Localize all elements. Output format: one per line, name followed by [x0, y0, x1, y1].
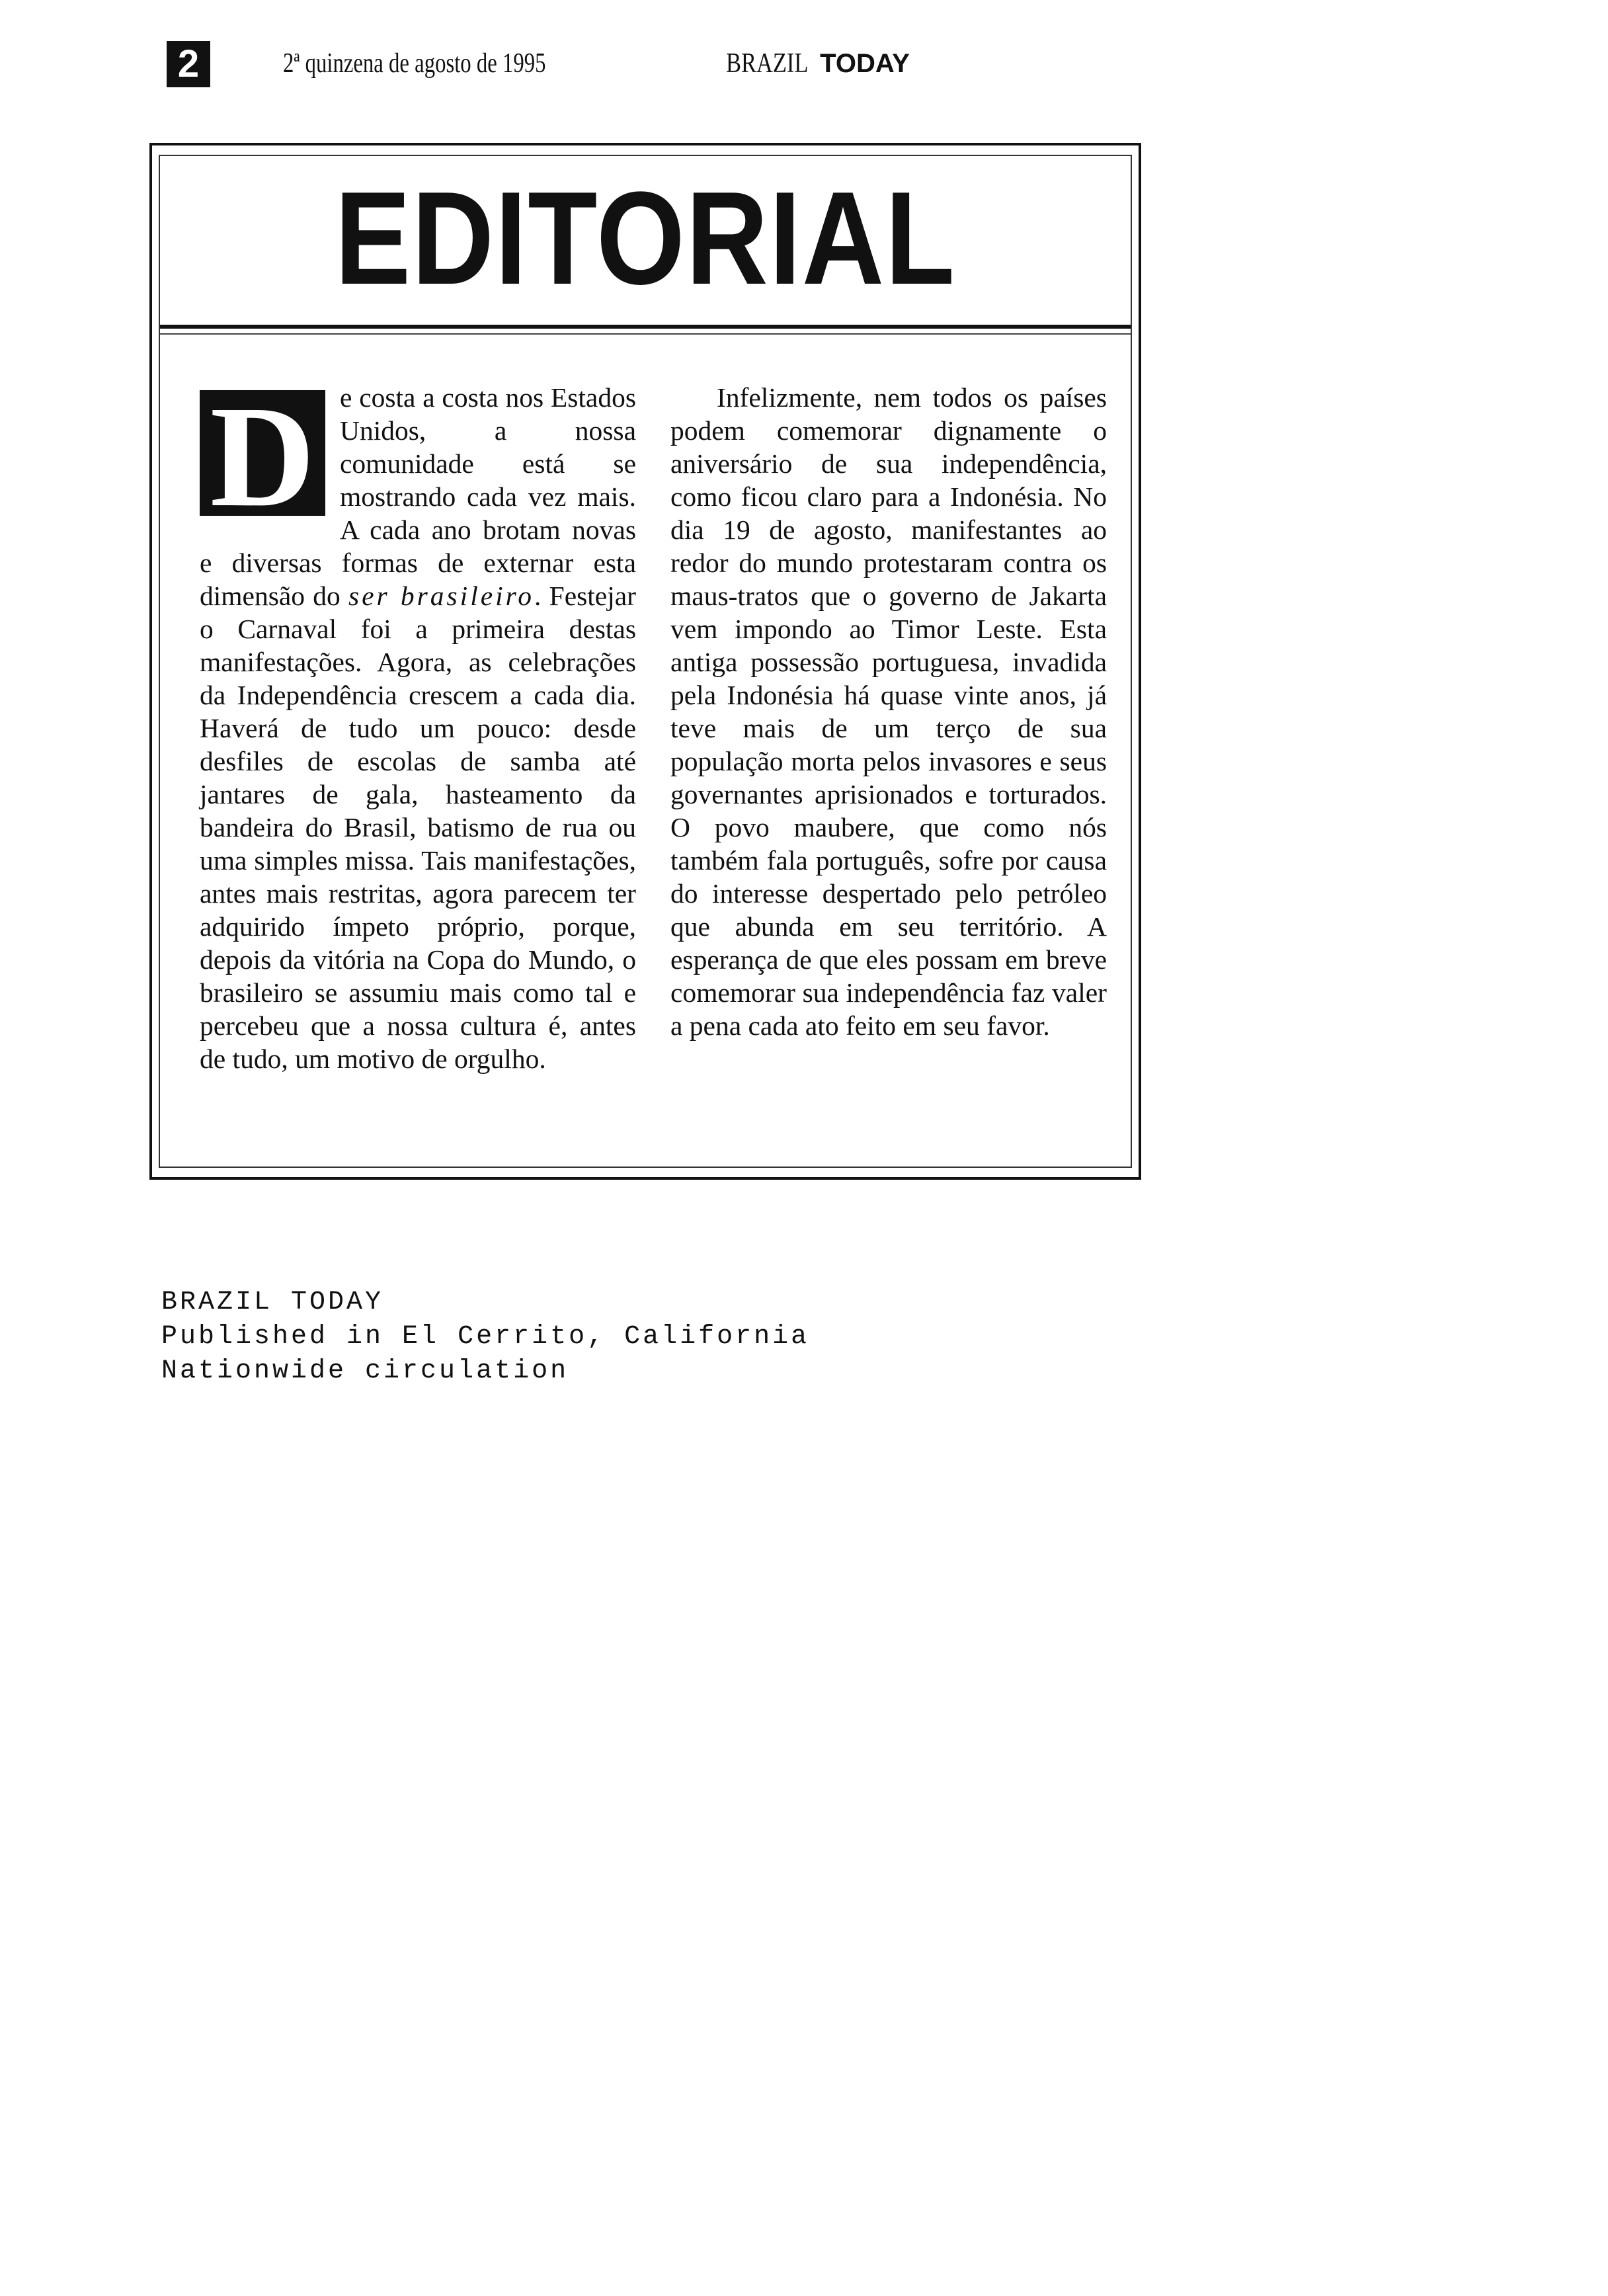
- left-text-start: e costa a costa nos Estados Unidos, a nossa comunidade está se mostrando cada vez mais. A cada ano brotam novas e diversas formas de externar esta dimensão do: [200, 382, 636, 611]
- source-line-1: BRAZIL TODAY: [161, 1288, 384, 1317]
- editorial-box: [149, 143, 1141, 1180]
- right-column: [670, 381, 1107, 1042]
- masthead-today: TODAY: [820, 49, 910, 78]
- right-paragraph: Infelizmente, nem todos os países podem comemorar dignamente o aniversário de sua independência, como ficou claro para a Indonésia. No dia 19 de agosto, manifestantes ao redor do mundo protestaram contra os maus-tratos que o governo de Jakarta vem impondo ao Timor Leste. Esta antiga possessão portuguesa, invadida pela Indonésia há quase vinte anos, já teve mais de um terço de sua população morta pelos invasores e seus governantes aprisionados e torturados. O povo maubere, que como nós também fala português, sofre por causa do interesse despertado pelo petróleo que abunda em seu território. A esperança de que eles possam em breve comemorar sua independência faz valer a pena cada ato feito em seu favor.: [670, 382, 1107, 1041]
- source-note: [161, 1286, 809, 1389]
- left-column: [200, 376, 636, 1075]
- issue-date: 2ª quinzena de agosto de 1995: [283, 48, 546, 79]
- page-number: 2: [167, 41, 210, 87]
- drop-cap: D: [200, 390, 325, 516]
- headline-rule: [160, 325, 1131, 329]
- editorial-inner-frame: [159, 155, 1132, 1168]
- emphasis-ser-brasileiro: ser brasileiro: [348, 581, 535, 611]
- masthead: [726, 48, 910, 79]
- source-line-2: Published in El Cerrito, California: [161, 1322, 810, 1352]
- masthead-brazil: BRAZIL: [726, 48, 809, 79]
- editorial-headline: EDITORIAL: [335, 165, 956, 312]
- left-text-end: . Festejar o Carnaval foi a primeira destas manifestações. Agora, as celebrações da Independência crescem a cada dia. Haverá de tudo um pouco: desde desfiles de escolas de samba até jantares de gala, hasteamento da bandeira do Brasil, batismo de rua ou uma simples missa. Tais manifestações, antes mais restritas, agora parecem ter adquirido ímpeto próprio, porque, depois da vitória na Copa do Mundo, o brasileiro se assumiu mais como tal e percebeu que a nossa cultura é, antes de tudo, um motivo de orgulho.: [200, 581, 636, 1074]
- source-line-3: Nationwide circulation: [161, 1356, 569, 1386]
- headline-rule-thin: [160, 333, 1131, 335]
